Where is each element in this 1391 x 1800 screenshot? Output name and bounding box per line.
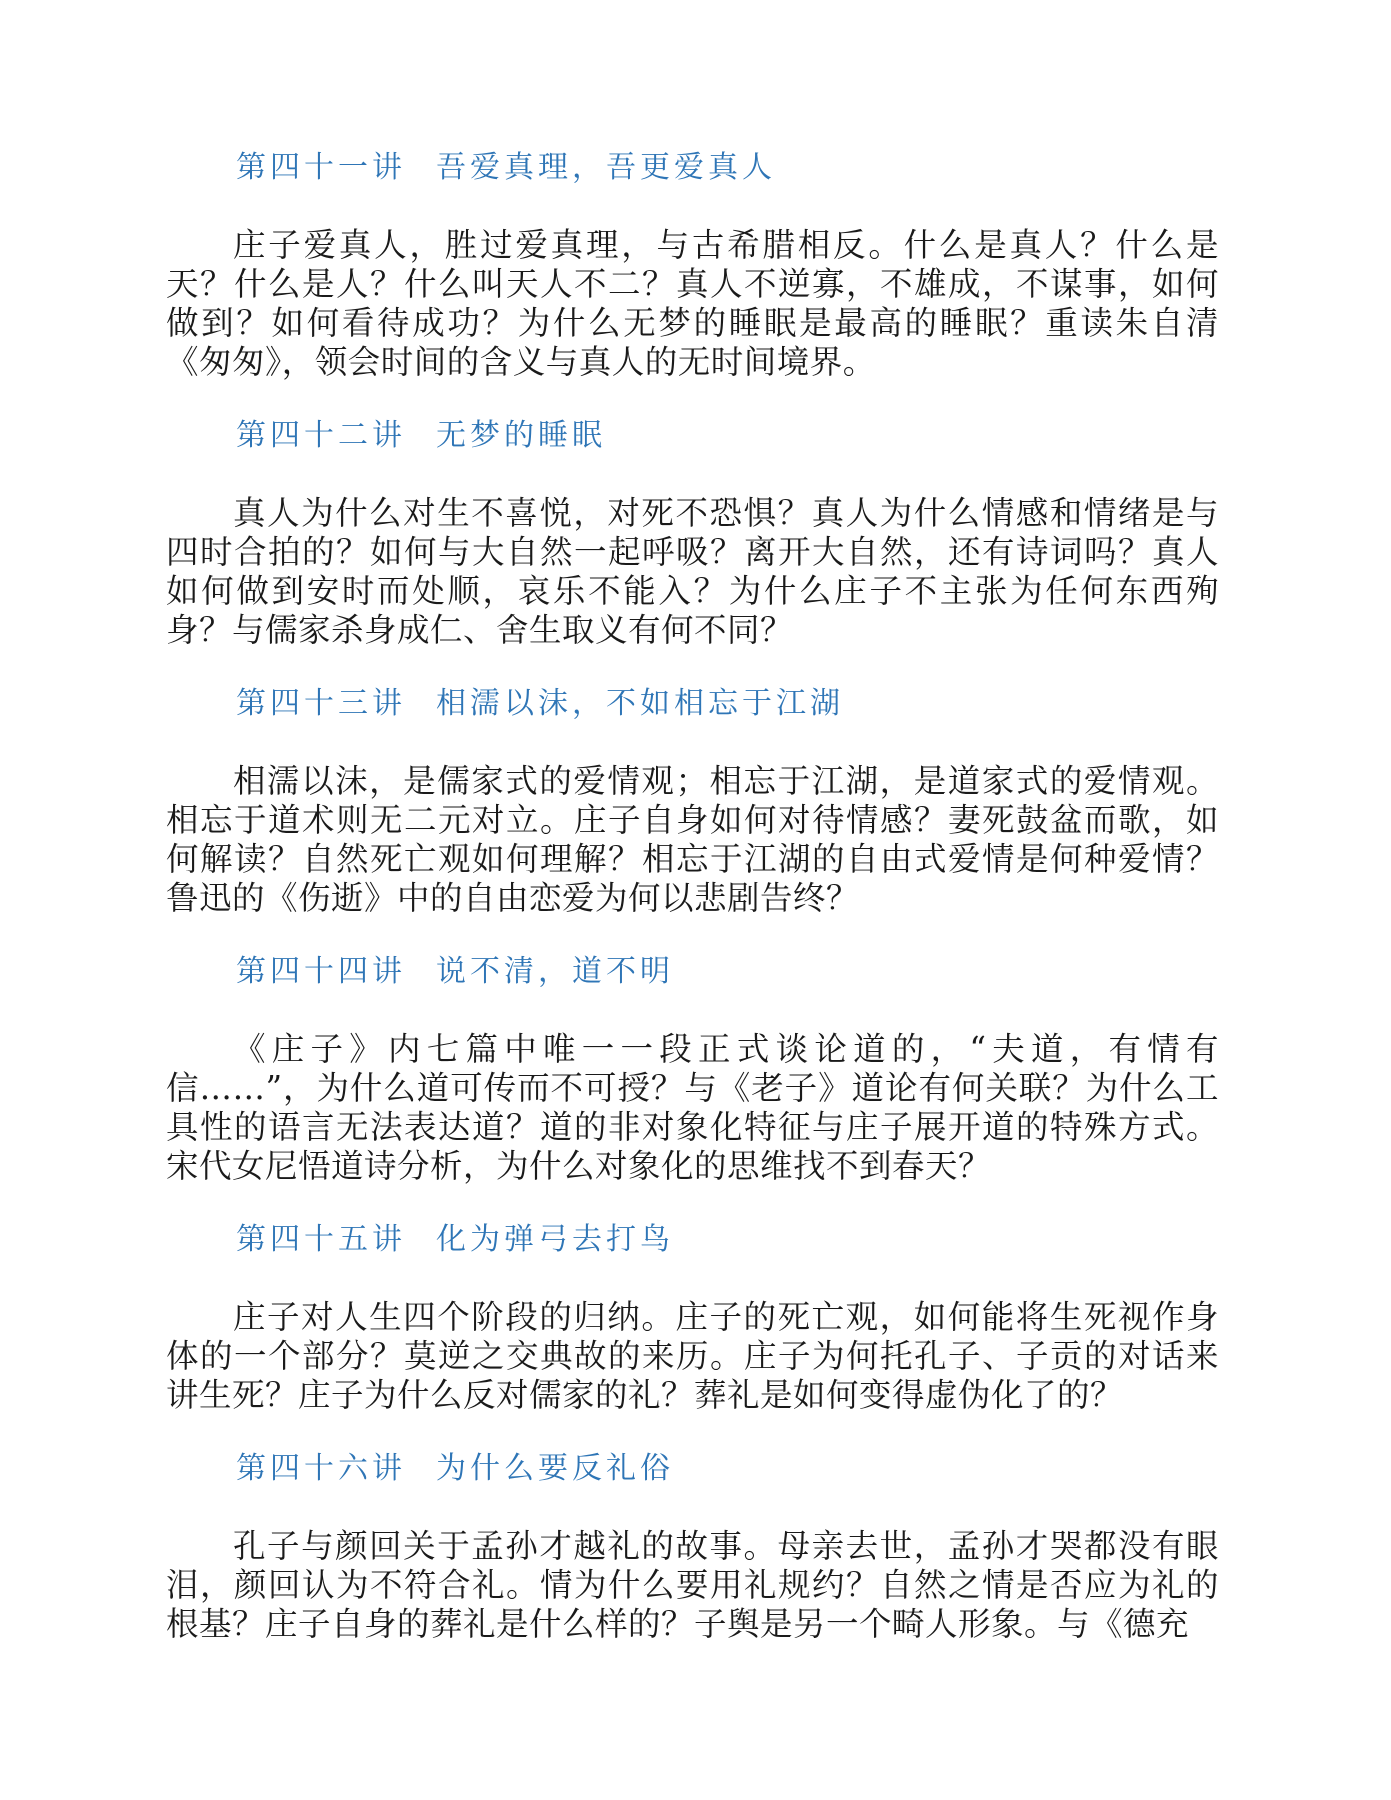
lecture-number: 第四十一讲 (236, 150, 406, 185)
lecture-number: 第四十四讲 (236, 954, 406, 989)
lecture-summary: 《庄子》内七篇中唯一一段正式谈论道的，“夫道，有情有信……”，为什么道可传而不可授？与《老子》道论有何关联？为什么工具性的语言无法表达道？道的非对象化特征与庄子展开道的特殊方式。宋代女尼悟道诗分析，为什么对象化的思维找不到春天？ (166, 1030, 1219, 1185)
lecture-title: 化为弹弓去打鸟 (436, 1222, 674, 1257)
lecture-44 (166, 952, 1219, 1186)
lecture-42 (166, 416, 1219, 650)
lecture-title: 说不清，道不明 (436, 954, 674, 989)
document-page (166, 148, 1219, 1678)
lecture-43 (166, 684, 1219, 918)
lecture-heading (166, 148, 1219, 188)
lecture-summary: 庄子爱真人，胜过爱真理，与古希腊相反。什么是真人？什么是天？什么是人？什么叫天人不二？真人不逆寡，不雄成，不谋事，如何做到？如何看待成功？为什么无梦的睡眠是最高的睡眠？重读朱自清《匆匆》，领会时间的含义与真人的无时间境界。 (166, 226, 1219, 381)
lecture-heading (166, 1220, 1219, 1260)
lecture-41 (166, 148, 1219, 382)
lecture-title: 为什么要反礼俗 (436, 1451, 674, 1486)
lecture-heading (166, 1449, 1219, 1489)
lecture-heading (166, 684, 1219, 724)
lecture-number: 第四十五讲 (236, 1222, 406, 1257)
lecture-number: 第四十六讲 (236, 1451, 406, 1486)
lecture-title: 吾爱真理，吾更爱真人 (436, 150, 776, 185)
lecture-summary: 庄子对人生四个阶段的归纳。庄子的死亡观，如何能将生死视作身体的一个部分？莫逆之交典故的来历。庄子为何托孔子、子贡的对话来讲生死？庄子为什么反对儒家的礼？葬礼是如何变得虚伪化了的？ (166, 1298, 1219, 1414)
lecture-title: 无梦的睡眠 (436, 418, 606, 453)
lecture-number: 第四十二讲 (236, 418, 406, 453)
lecture-summary: 真人为什么对生不喜悦，对死不恐惧？真人为什么情感和情绪是与四时合拍的？如何与大自然一起呼吸？离开大自然，还有诗词吗？真人如何做到安时而处顺，哀乐不能入？为什么庄子不主张为任何东西殉身？与儒家杀身成仁、舍生取义有何不同？ (166, 494, 1219, 649)
lecture-heading (166, 952, 1219, 992)
lecture-title: 相濡以沫，不如相忘于江湖 (436, 686, 844, 721)
lecture-heading (166, 416, 1219, 456)
lecture-summary: 相濡以沫，是儒家式的爱情观；相忘于江湖，是道家式的爱情观。相忘于道术则无二元对立。庄子自身如何对待情感？妻死鼓盆而歌，如何解读？自然死亡观如何理解？相忘于江湖的自由式爱情是何种爱情？鲁迅的《伤逝》中的自由恋爱为何以悲剧告终？ (166, 762, 1219, 917)
lecture-summary: 孔子与颜回关于孟孙才越礼的故事。母亲去世，孟孙才哭都没有眼泪，颜回认为不符合礼。情为什么要用礼规约？自然之情是否应为礼的根基？庄子自身的葬礼是什么样的？子舆是另一个畸人形象。与《德充 (166, 1527, 1219, 1643)
lecture-46 (166, 1449, 1219, 1644)
lecture-45 (166, 1220, 1219, 1415)
lecture-number: 第四十三讲 (236, 686, 406, 721)
